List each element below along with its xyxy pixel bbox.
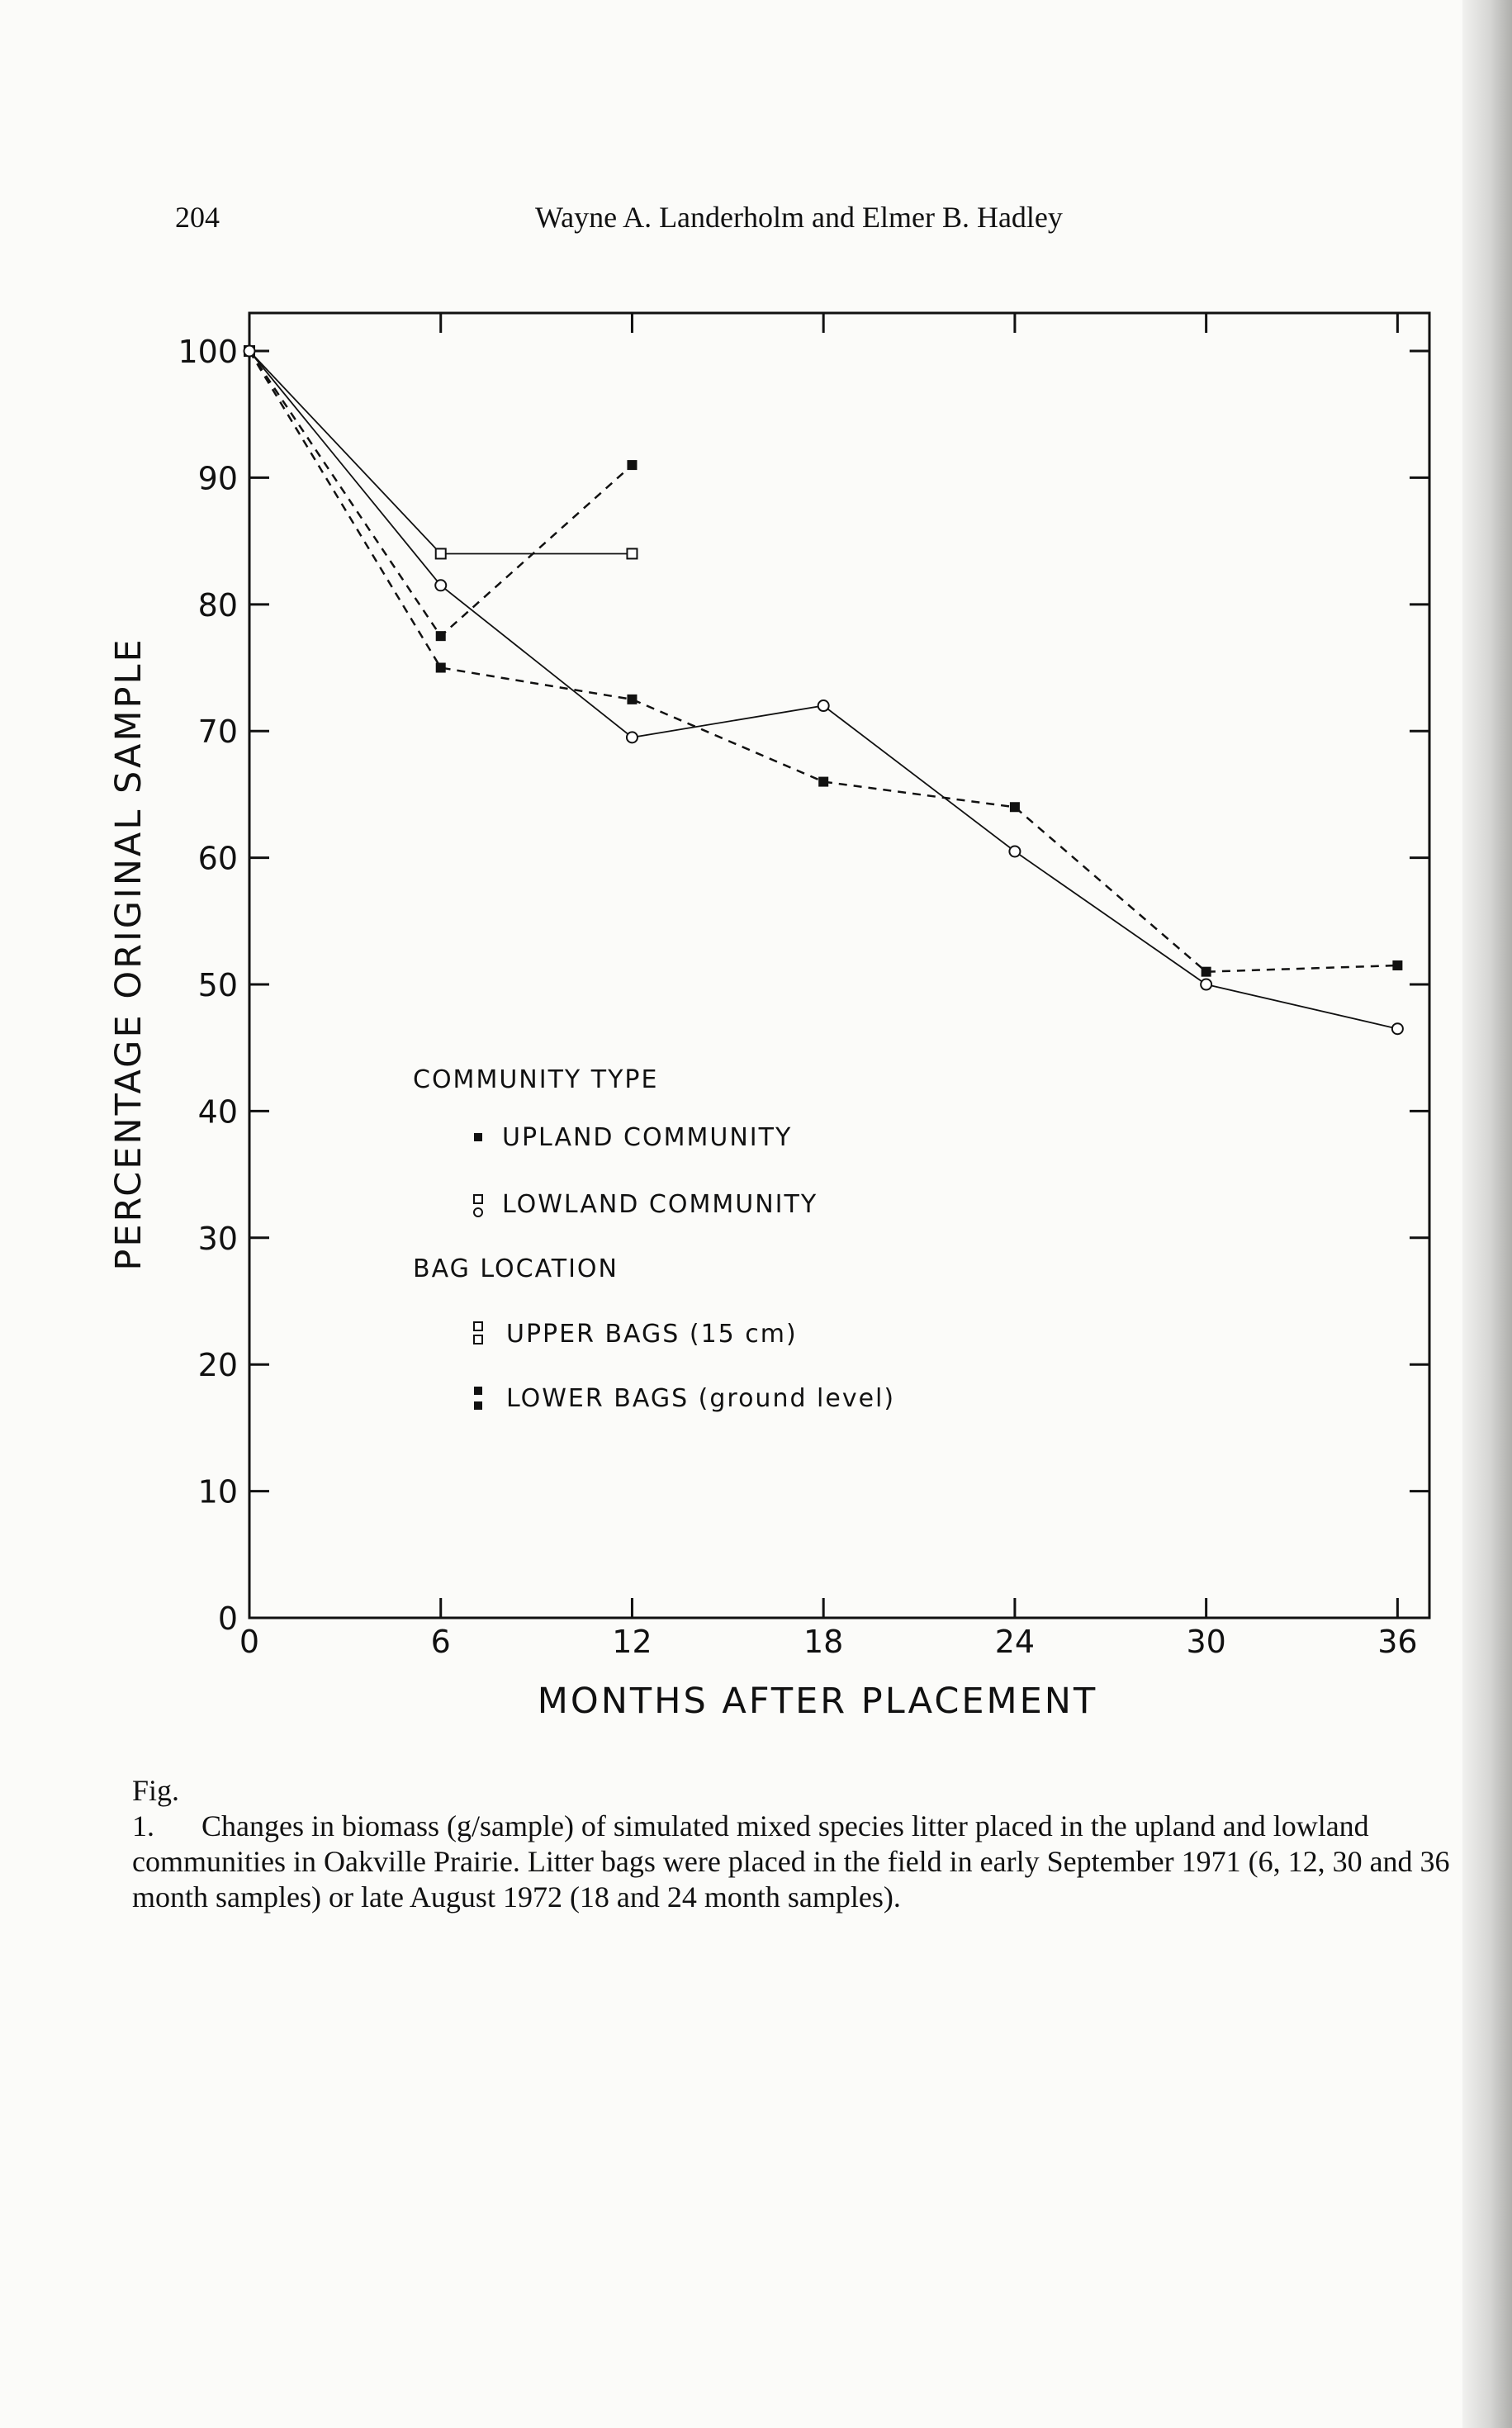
y-axis-title: PERCENTAGE ORIGINAL SAMPLE <box>108 637 149 1271</box>
caption-text: Changes in biomass (g/sample) of simulated mixed species litter placed in the upland and lowland communities in Oakville Prairie. Litter bags were placed in the field in early September 1971 (6, 12, 30 and 36 month samples) or late August 1972 (18 and 24 month samples). <box>132 1809 1450 1913</box>
data-point-lowland-lower <box>1201 979 1211 990</box>
data-point-upland-lower <box>818 777 828 787</box>
y-tick-label: 100 <box>178 334 238 371</box>
figure-caption <box>132 1773 1453 1915</box>
x-tick-label: 30 <box>1186 1624 1226 1660</box>
data-point-lowland-lower <box>627 732 638 742</box>
legend-upper-marker-b <box>474 1335 482 1344</box>
legend-lower-marker-a <box>474 1387 482 1395</box>
y-tick-label: 60 <box>197 840 238 877</box>
data-point-lowland-lower <box>244 346 255 357</box>
legend-lower-marker-b <box>474 1401 482 1410</box>
legend <box>413 1065 895 1413</box>
legend-lowland-marker-square <box>474 1195 482 1203</box>
data-point-lowland-lower <box>1392 1023 1403 1034</box>
running-head: Wayne A. Landerholm and Elmer B. Hadley <box>535 201 1063 234</box>
y-tick-label: 70 <box>197 714 238 751</box>
legend-upland-label: UPLAND COMMUNITY <box>502 1123 793 1152</box>
legend-lowland-marker <box>474 1208 482 1216</box>
y-tick-label: 10 <box>197 1473 238 1510</box>
data-point-lowland-lower <box>1009 846 1020 856</box>
x-tick-label: 24 <box>994 1624 1036 1660</box>
data-point-upland-lower <box>1202 967 1211 977</box>
axis-ticks <box>249 313 1429 1618</box>
series-line-lowland-lower <box>249 351 1397 1029</box>
page-number: 204 <box>175 201 220 234</box>
y-tick-label: 90 <box>197 460 238 497</box>
data-point-upland-lower <box>1010 802 1020 812</box>
series-line-lowland-upper <box>249 351 633 554</box>
x-tick-label: 6 <box>430 1624 451 1660</box>
y-tick-label: 80 <box>197 586 238 624</box>
data-point-upland-upper <box>627 460 637 470</box>
series-markers <box>244 346 1403 1035</box>
data-point-lowland-lower <box>435 580 446 590</box>
legend-bag-heading: BAG LOCATION <box>413 1254 619 1283</box>
series-lines <box>249 351 1397 1029</box>
y-tick-label: 30 <box>197 1220 238 1257</box>
x-tick-label: 36 <box>1377 1624 1418 1660</box>
legend-lower-label: LOWER BAGS (ground level) <box>506 1384 896 1413</box>
plot-frame <box>249 313 1429 1618</box>
legend-upper-marker-a <box>474 1322 482 1330</box>
legend-upper-label: UPPER BAGS (15 cm) <box>506 1320 798 1349</box>
series-line-upland-upper <box>249 351 633 636</box>
x-tick-label: 0 <box>239 1624 260 1660</box>
caption-label: Fig. 1. <box>132 1774 180 1842</box>
data-point-lowland-upper <box>436 548 446 558</box>
data-point-upland-upper <box>436 631 446 641</box>
x-axis-title: MONTHS AFTER PLACEMENT <box>537 1681 1098 1722</box>
x-tick-label: 12 <box>612 1624 652 1660</box>
data-point-lowland-lower <box>818 700 829 711</box>
y-tick-label: 0 <box>217 1600 238 1637</box>
tick-labels <box>178 334 1417 1660</box>
y-tick-label: 40 <box>197 1093 238 1131</box>
data-point-lowland-upper <box>627 548 637 558</box>
legend-community-heading: COMMUNITY TYPE <box>413 1065 659 1094</box>
data-point-upland-lower <box>1392 960 1402 970</box>
y-tick-label: 50 <box>197 967 238 1004</box>
legend-upland-marker <box>474 1133 482 1141</box>
legend-lowland-label: LOWLAND COMMUNITY <box>502 1190 818 1219</box>
data-point-upland-lower <box>627 695 637 704</box>
y-tick-label: 20 <box>197 1347 238 1384</box>
series-line-upland-lower <box>249 351 1397 972</box>
x-tick-label: 18 <box>803 1624 844 1660</box>
data-point-upland-lower <box>436 663 446 673</box>
